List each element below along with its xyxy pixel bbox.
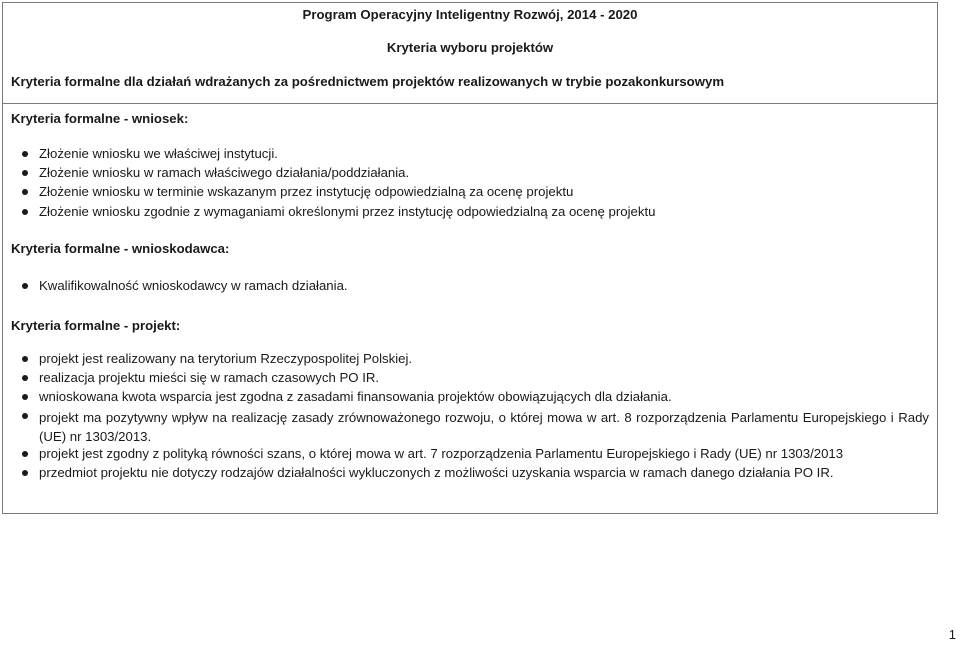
list-item-text: Kwalifikowalność wnioskodawcy w ramach działania.: [39, 278, 348, 293]
bullet-icon: [22, 451, 28, 457]
table-body-cell: [3, 104, 937, 513]
list-item-text: Złożenie wniosku we właściwej instytucji.: [39, 146, 278, 161]
document-title: Program Operacyjny Inteligentny Rozwój, 2014 - 2020: [302, 7, 638, 22]
bullet-icon: [22, 283, 28, 289]
list-item-text: wnioskowana kwota wsparcia jest zgodna z zasadami finansowania projektów obowiązujących dla działania.: [39, 389, 672, 404]
list-item-text: realizacja projektu mieści się w ramach czasowych PO IR.: [39, 370, 380, 385]
bullet-icon: [22, 189, 28, 195]
list-item-text: projekt jest zgodny z polityką równości szans, o której mowa w art. 7 rozporządzenia Parlamentu Europejskiego i Rady (UE) nr 1303/2013: [39, 446, 844, 461]
section-title: Kryteria formalne dla działań wdrażanych za pośrednictwem projektów realizowanych w trybie pozakonkursowym: [11, 74, 725, 89]
document-subtitle: Kryteria wyboru projektów: [386, 40, 554, 55]
bullet-icon: [22, 394, 28, 400]
list-item-text: Złożenie wniosku w terminie wskazanym przez instytucję odpowiedzialną za ocenę projektu: [39, 184, 574, 199]
wniosek-heading: Kryteria formalne - wniosek:: [11, 111, 189, 126]
list-item-text: przedmiot projektu nie dotyczy rodzajów działalności wykluczonych z możliwości uzyskania wsparcia w ramach danego działania PO IR.: [39, 465, 834, 480]
bullet-icon: [22, 151, 28, 157]
list-item-text: Złożenie wniosku zgodnie z wymaganiami określonymi przez instytucję odpowiedzialną za ocenę projektu: [39, 204, 656, 219]
criteria-table: [2, 2, 938, 514]
wnioskodawca-heading: Kryteria formalne - wnioskodawca:: [11, 241, 230, 256]
bullet-icon: [22, 209, 28, 215]
list-item-text: projekt ma pozytywny wpływ na realizację zasady zrównoważonego rozwoju, o której mowa w art. 8 rozporządzenia Parlamentu Europejskiego i Rady (UE) nr 1303/2013.: [39, 410, 929, 444]
bullet-icon: [22, 170, 28, 176]
list-item-text: projekt jest realizowany na terytorium Rzeczypospolitej Polskiej.: [39, 351, 413, 366]
bullet-icon: [22, 375, 28, 381]
list-item-text: Złożenie wniosku w ramach właściwego działania/poddziałania.: [39, 165, 410, 180]
bullet-icon: [22, 356, 28, 362]
bullet-icon: [22, 413, 28, 419]
bullet-icon: [22, 470, 28, 476]
table-header-cell: [3, 3, 937, 104]
page-number: 1: [948, 627, 956, 642]
projekt-heading: Kryteria formalne - projekt:: [11, 318, 181, 333]
